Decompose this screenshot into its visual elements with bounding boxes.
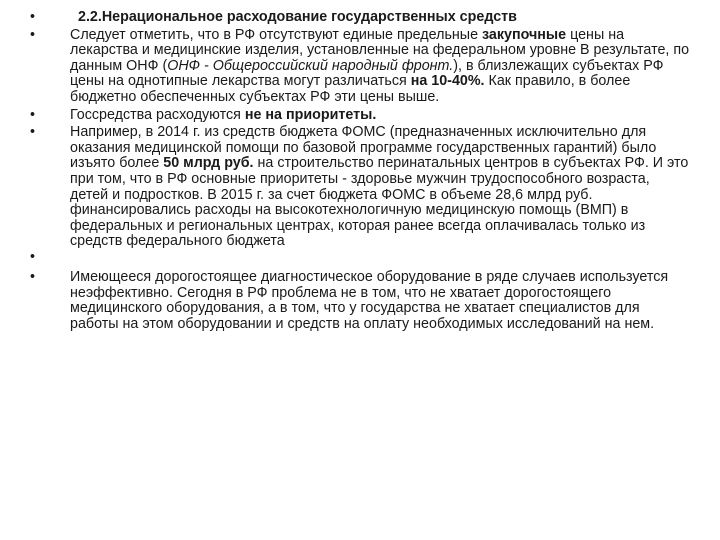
emphasis-text: не на приоритеты. <box>244 106 377 123</box>
list-item-foms-example <box>30 125 690 250</box>
paragraph-text: Следует отметить, что в РФ отсутствуют единые предельные <box>70 26 482 43</box>
emphasis-text: на 10-40%. <box>410 73 485 90</box>
abbreviation-note: ОНФ - Общероссийский народный фронт. <box>167 57 454 74</box>
paragraph-text: Имеющееся дорогостоящее диагностическое оборудование в ряде случаев используется неэффективно. Сегодня в РФ проблема не в том, что не хватает дорогостоящего медицинского оборудования, а в том, что у государства не хватает специалистов для работы на этом оборудовании и средств на оплату необходимых исследований на нем. <box>70 268 669 332</box>
list-item-title <box>30 10 690 26</box>
bullet-list <box>30 10 690 332</box>
paragraph-text: на строительство перинатальных центров в субъектах РФ. И это при том, что в РФ основные приоритеты - здоровье мужчин трудоспособного возраста, детей и подростков. В 2015 г. за счет бюджета ФОМС в объеме 28,6 млрд руб. финансировались расходы на высокотехнологичную медицинскую помощь (ВМП) в федеральных и региональных центрах, которая ранее всегда оплачивалась только из средств федерального бюджета <box>70 155 689 250</box>
list-item-equipment <box>30 270 690 332</box>
bullet-icon: • <box>30 268 36 285</box>
bullet-icon: • <box>30 26 36 43</box>
bullet-icon: • <box>30 248 36 265</box>
emphasis-text: закупочные <box>482 26 567 43</box>
list-item-priorities <box>30 108 690 124</box>
bullet-icon: • <box>30 9 36 25</box>
emphasis-text: 50 млрд руб. <box>163 155 254 172</box>
list-item-empty <box>30 250 690 268</box>
paragraph-text: цены на лекарства и медицинские изделия, установленные на федеральном уровне В результате, по данным ОНФ ( <box>70 26 690 74</box>
paragraph-text: Например, в 2014 г. из средств бюджета ФОМС (предназначенных исключительно для оказания медицинской помощи по базовой программе государственных гарантий) было изъято более <box>70 124 657 172</box>
paragraph-text: ), в близлежащих субъектах РФ цены на однотипные лекарства могут различаться <box>70 57 664 90</box>
list-item-procurement-prices <box>30 28 690 106</box>
bullet-icon: • <box>30 124 36 141</box>
paragraph-text: Госсредства расходуются <box>70 106 245 123</box>
bullet-icon: • <box>30 106 36 123</box>
slide-title: 2.2.Нерациональное расходование государственных средств <box>78 9 517 25</box>
paragraph-text: Как правило, в более бюджетно обеспеченных субъектах РФ эти цены выше. <box>70 73 631 105</box>
